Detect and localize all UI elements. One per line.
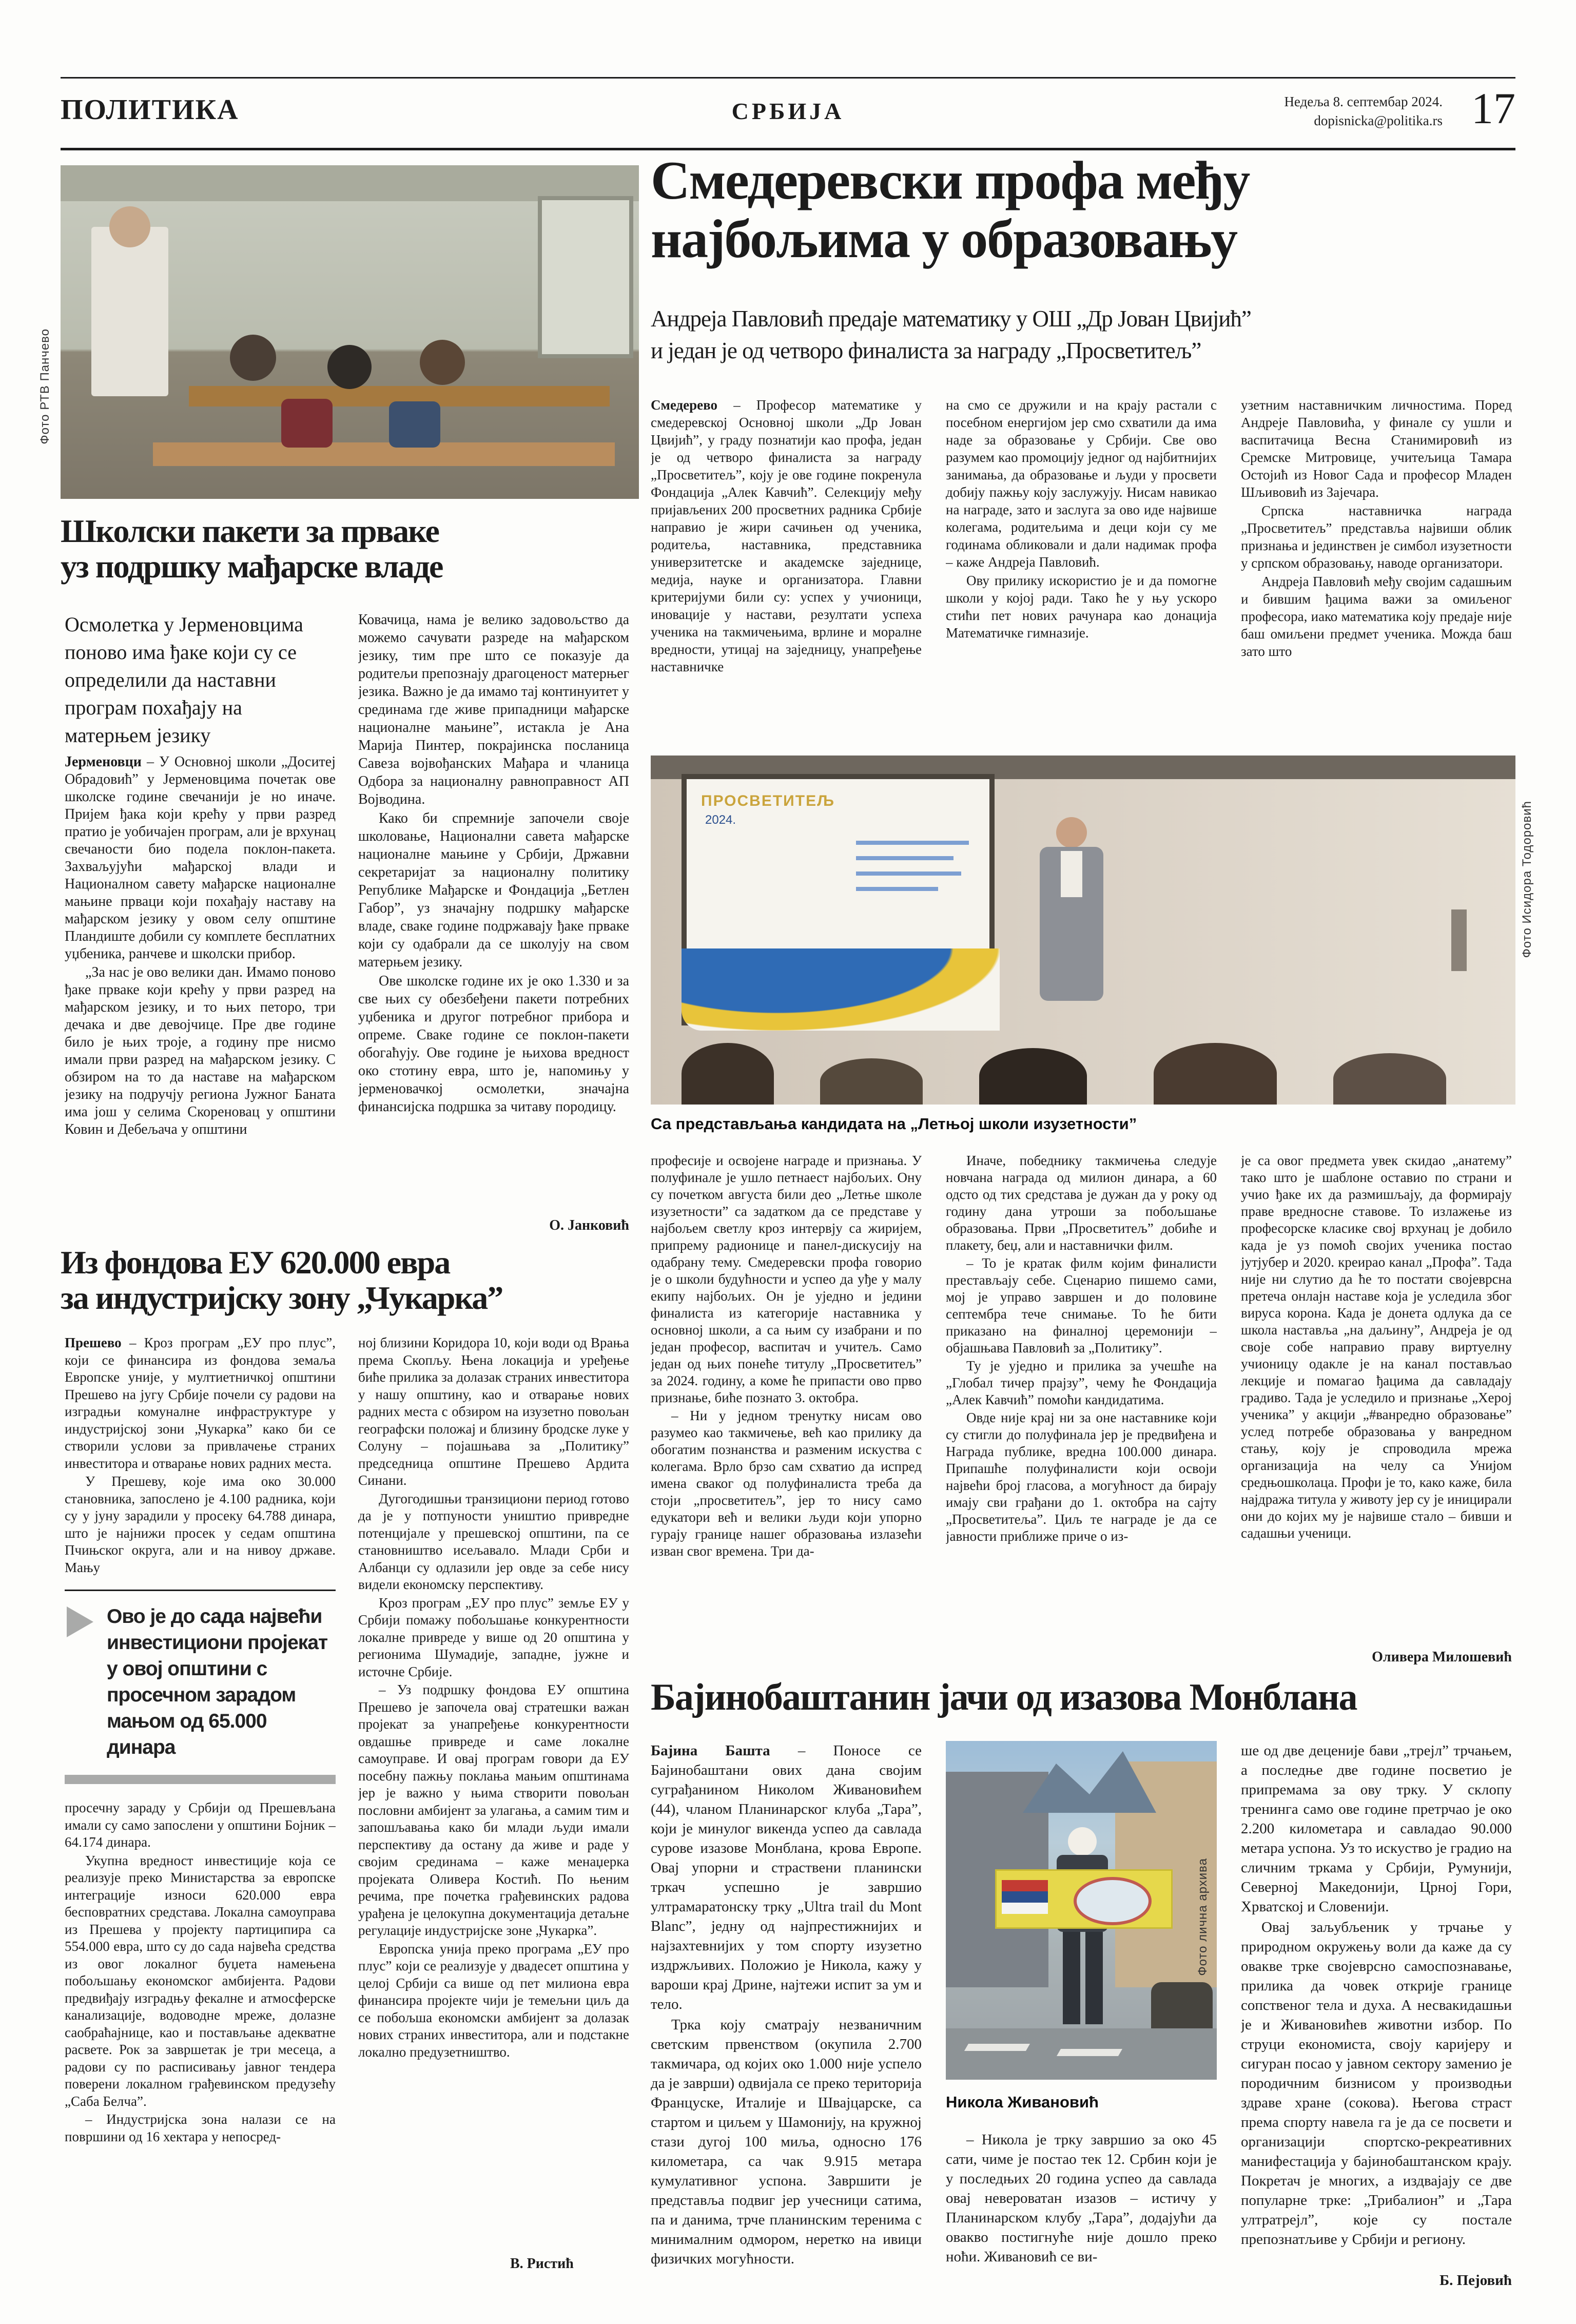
paragraph: Кроз програм „ЕУ про плус” земље ЕУ у Србији помажу побољшање конкурентности локалне привреде у више од 20 општина у регионима Шумадије, западне, јужне и источне Србије. bbox=[358, 1595, 629, 1679]
prosvetitelj-top-col2 bbox=[946, 396, 1217, 751]
section-title: СРБИЈА bbox=[731, 98, 845, 124]
paragraph: Како би спремније започели своје школовање, Национални савета мађарске националне мањине у Србији, Државни секретаријат за националну политику Републике Мађарске и Фондација „Бетлен Габор”, уз значајну подршку мађарске владе, сваке године подржавају ђаке прваке који су одабрали да се школују на свом матерњем језику. bbox=[358, 810, 629, 970]
pupil-shirt bbox=[281, 399, 333, 448]
prosvetitelj-top-col1 bbox=[651, 396, 922, 751]
flag-emblem bbox=[1074, 1877, 1152, 1925]
paragraph: Укупна вредност инвестиције која се реализује преко Министарства за европске интеграције износи 620.000 евра бесповратних средстава. Локална самоуправа из Прешева у пројекту партиципира са 554.000 евра, што су до сада највећа средства из овог локалног буџета намењена побољшању економског амбијента. Радови предвиђају изградњу фекалне и атмосферске канализације, водоводне мреже, долазне саобраћајнице, као и постављање адекватне расвете. Рок за завршетак је три месеца, а радови су по расписивању јавног тендера поверени локалном грађевинском предузећу „Саба Белча”. bbox=[65, 1852, 336, 2109]
header-date: Недеља 8. септембар 2024. bbox=[1284, 94, 1443, 109]
prosvetitelj-top-col3 bbox=[1241, 396, 1512, 751]
paragraph: професије и освојене награде и признања. У полуфинале је ушло петнаест најбољих. Ону су почетком августа били део „Летње школе изузетности” са задатком да се представе у најбољем светлу кроз интервју са жиријем, припрему радионице и панел-дискусију на одабрану тему. Смедеревски профа говорио је о школи будућности и успео да уђе у малу екипу најбољих. Он је уједно и једини финалиста из категорије наставника у основној школи, а са њим су изабрани и по један професор, васпитач и учитељ. Само један од њих понеће титулу „Просветитељ” за 2024. годину, а коме ће припасти ово прво признање, биће познато 3. октобра. bbox=[651, 1153, 922, 1405]
paragraph: Ову прилику искористио је и да помогне школи у којој ради. Тако ће у њу ускоро стићи пет нових рачунара као донација Математичке гимназије. bbox=[946, 573, 1217, 641]
paragraph: У Прешеву, које има око 30.000 становника, запослено је 4.100 радника, који су у јуну зарадили у просеку 64.788 динара, што је најнижи просек у седам општина Пчињског округа, али и на нивоу државе. Мању bbox=[65, 1474, 336, 1575]
mont-blanc-col1 bbox=[651, 1741, 922, 2290]
paragraph: Српска наставничка награда „Просветитељ” представља највиши облик признања и јединствен је симбол изузетности у српском образовању, наводе организатори. bbox=[1241, 503, 1512, 571]
prosvetitelj-byline: Оливера Милошевић bbox=[1359, 1649, 1512, 1665]
audience-head bbox=[1333, 1053, 1446, 1105]
slide-text-line bbox=[856, 856, 954, 860]
paragraph: Бајина Башта – Поносе се Бајинобаштани ових дана својим суграђанином Николом Живановићем (44), чланом Планинарског клуба „Тара”, који је минулог викенда успео да савлада сурове изазове Монблана, крова Европе. Овај упорни и страствени планински тркач успешно је завршио ултрамаратонску трку „Ultra trail du Mont Blanc”, једну од најпрестижнијих и најзахтевнијих у том спорту изузетно издржљивих. Положио је Никола, кажу у вароши крај Дрине, најтежи испит за ум и тело. bbox=[651, 1742, 922, 2012]
road-marking bbox=[1057, 2049, 1122, 2056]
pull-quote bbox=[65, 1590, 336, 1784]
paragraph: Овај заљубљеник у трчање у природном окружењу воли да каже да су овакве трке својеврсно самоспознавање, прилика да човек открије границе сопственог тела и духа. А несвакидашњи је и Живановићев животни избор. По струци економиста, своју каријеру и сигуран посао у јавном сектору заменио је породичним бизнисом у производњи здраве хране (сокова). Његова страст према спорту навела га је да се посвети и организацији спортско-рекреативних манифестација у бајинобаштанском крају. Покретач је многих, а издвајају се две популарне трке: „Трибалион” и „Тара ултратрејл”, које су постале препознатљиве у Србији и региону. bbox=[1241, 1919, 1512, 2248]
classroom-photo-credit: Фото РТВ Панчево bbox=[38, 328, 52, 444]
slide-title: ПРОСВЕТИТЕЉ bbox=[701, 792, 835, 809]
school-packages-byline: О. Јанковић bbox=[549, 1217, 629, 1233]
desk-row-front bbox=[153, 442, 615, 466]
school-packages-col1 bbox=[65, 753, 336, 1236]
header-email: dopisnicka@politika.rs bbox=[1314, 113, 1443, 128]
road-marking bbox=[964, 2044, 1030, 2051]
paragraph: Дугогодишњи транзициони период готово да је у потпуности уништио привредне потенцијале у прешевској општини, па се становништво исељавало. Млади Срби и Албанци су одлазили јер овде за себе нису видели економску перспективу. bbox=[358, 1490, 629, 1592]
dateline: Јерменовци bbox=[65, 754, 147, 770]
teacher-figure bbox=[91, 227, 168, 396]
paragraph: Андреја Павловић међу својим садашњим и бившим ђацима важи за омиљеног професора, иако математика коју предаје није баш омиљени предмет ученика. Можда баш зато што bbox=[1241, 574, 1512, 659]
paragraph: – Никола је трку завршио за око 45 сати, чиме је постао тек 12. Србин који је у последњих 20 година успео да савлада овај невероватан изазов – истичу у Планинарском клубу „Тара”, додајући да овакво постигнуће није дошло преко ноћи. Живановић се ви- bbox=[946, 2132, 1217, 2265]
prosvetitelj-bottom-col3 bbox=[1241, 1152, 1512, 1665]
runner-photo-caption: Никола Живановић bbox=[946, 2093, 1099, 2111]
classroom-door bbox=[538, 196, 633, 358]
paragraph: ше од две деценије бави „трејл” трчањем, а последње две године посветио је припремама за ову трку. У склопу тренинга само ове године претрчао је око 2.200 километара и савладао 90.000 метара успона. Уз то искуство је градио на сличним тркама у Србији, Румунији, Северној Македонији, Црној Гори, Хрватској и Словенији. bbox=[1241, 1742, 1512, 1915]
prosvetitelj-bottom-col2 bbox=[946, 1152, 1217, 1665]
slide-text-line bbox=[856, 841, 969, 845]
eu-zone-byline: В. Ристић bbox=[498, 2256, 1576, 2324]
paragraph: Ту је уједно и прилика за учешће на „Глобал тичер прајзу”, чему ће Фондација „Алек Кавчић” помоћи кандидатима. bbox=[946, 1358, 1217, 1407]
mont-blanc-byline: Б. Пејовић bbox=[1427, 2271, 1512, 2290]
paragraph: Ковачица, нама је велико задовољство да можемо сачувати разреде на мађарском језику, тим пре што се показује да родитељи препознају драгоценост матерњег језика. Важно је да имамо тај континуитет у срединама где живе припадници мађарске националне мањине”, истакла је Ана Марија Пинтер, покрајинска посланица Савеза војвођанских Мађара и чланица Одбора за националну равноправност АП Војводина. bbox=[358, 612, 629, 807]
slide-text-line bbox=[856, 887, 938, 891]
presentation-photo-credit: Фото Исидора Тодоровић bbox=[1520, 801, 1534, 958]
paragraph: на смо се дружили и на крају растали с посебном енергијом јер смо схватили да има наде за образовање у Србији. Све ово разумем као промоцију једног од најбитнијих занимања, да образовање и људи у просвети добију пажњу коју заслужују. Нисам навикао на награде, зато и заслуга за ово иде највише колегама, родитељима и деци који су ме годинама обликовали и дали надимак профа – каже Андреја Павловић. bbox=[946, 397, 1217, 570]
dateline: Прешево bbox=[65, 1335, 129, 1350]
classroom-photo bbox=[61, 165, 639, 499]
paragraph: „За нас је ово велики дан. Имамо поново ђаке прваке који крећу у први разред на мађарском језику, и то њих петоро, три дечака и две девојчице. Пре две године било је њих троје, а годину пре нисмо имали први разред на мађарском језику. С обзиром на то да наставе на мађарском језику на подручју региона Јужног Баната има још у селима Скореновац у општини Ковин и Дебељача у општини bbox=[65, 964, 336, 1137]
mont-blanc-under-photo bbox=[946, 2130, 1217, 2290]
paragraph: Трка коју сматрају незваничним светским првенством (окупила 2.700 такмичара, од којих око 1.000 није успело да је заврши) одвијала се преко територија Француске, Италије и Швајцарске, са стартом и циљем у Шамонију, на кружној стази дугој 100 миља, односно 176 километара, са чак 9.915 метара кумулативног успона. Завршити је представља подвиг јер учесници сатима, па и данима, трче планинским теренима с минималним одмором, неретко на ивици физичких могућности. bbox=[651, 2017, 922, 2267]
pupil-head bbox=[327, 345, 372, 389]
school-packages-col2 bbox=[358, 611, 629, 1240]
runner-cap bbox=[1068, 1827, 1097, 1856]
paragraph: – Ни у једном тренутку нисам ово разумео као такмичење, већ као прилику да обогатим познанства и разменим искуства с колегама. Врло брзо сам схватио да испред имена сваког од полуфиналиста треба да стоји „просветитељ”, јер то нису само едукатори већ и велики људи који упорно гурају границе нашег образовања излазећи изван свог времена. Три да- bbox=[651, 1408, 922, 1559]
dateline: Бајина Башта bbox=[651, 1742, 798, 1759]
runner-photo bbox=[946, 1741, 1217, 2080]
flag bbox=[995, 1869, 1173, 1929]
prosvetitelj-headline bbox=[651, 151, 1518, 269]
prosvetitelj-deck bbox=[651, 303, 1518, 366]
projection-screen bbox=[687, 779, 989, 1020]
slide-wave-graphic bbox=[682, 948, 1000, 1031]
header-top-rule bbox=[61, 77, 1515, 79]
eu-zone-col1 bbox=[65, 1334, 336, 2288]
flag-serbia-red bbox=[1002, 1880, 1048, 1891]
pupil-shirt bbox=[389, 401, 440, 448]
paragraph: Иначе, победнику такмичења следује новчана награда од милион динара, а 60 одсто од тих средстава је дужан да у року од годину дана утроши за побољшање образовања. Први „Просветитељ” добиће и плакету, беџ, али и наставнички филм. bbox=[946, 1153, 1217, 1253]
dateline: Смедерево bbox=[651, 397, 734, 413]
paragraph: узетним наставничким личностима. Поред Андреје Павловића, у финале су ушли и васпитачица Весна Станимировић из Сремске Митровице, учитељица Тамара Остојић из Новог Сада и професор Младен Шљивовић из Зајечара. bbox=[1241, 397, 1512, 500]
runner-photo-credit: Фото лична архива bbox=[1196, 1858, 1210, 1976]
paragraph: Овде није крај ни за оне наставнике који су стигли до полуфинала јер је предвиђена и Награда публике, вредна 100.000 динара. Припашће полуфиналисти који освоји највећи број гласова, а могућност да бирају имају сви грађани до 1. октобра на сајту „Просветитеља”. Циљ те награде је да се јавности приближе приче о из- bbox=[946, 1410, 1217, 1544]
flag-serbia-blue bbox=[1002, 1891, 1048, 1903]
teacher-head bbox=[109, 206, 150, 247]
audience-head bbox=[820, 1058, 923, 1105]
wall-fixture bbox=[1451, 909, 1467, 971]
eu-zone-col2 bbox=[358, 1334, 629, 2288]
paragraph: – То је кратак филм којим финалисти престављају себе. Сценарио пишемо сами, мој је управо завршен и до половине септембра тече снимање. То ће бити приказано на финалној церемонији – објашњава Павловић за „Политику”. bbox=[946, 1255, 1217, 1355]
speaker-head bbox=[1056, 817, 1087, 848]
audience-head bbox=[682, 1043, 774, 1105]
slide-year: 2024. bbox=[705, 813, 736, 827]
mont-blanc-col3 bbox=[1241, 1741, 1512, 2290]
runner-leg bbox=[1063, 1932, 1080, 2024]
headline-line: најбољима у образовању bbox=[651, 209, 1237, 269]
eu-zone-headline bbox=[61, 1245, 640, 1315]
audience-head bbox=[1154, 1043, 1277, 1105]
deck-line: и један је од четворо финалиста за награду „Просветитељ” bbox=[651, 338, 1201, 363]
runner-leg bbox=[1085, 1932, 1103, 2024]
paragraph: Европска унија преко програма „ЕУ про плус” који се реализује у двадесет општина у целој Србији са више од пет милиона евра финансира пројекте чији је темељни циљ да се побољша економски амбијент за долазак нових страних инвеститора, али и подстакне локално предузетништво. bbox=[358, 1941, 629, 2060]
newspaper-logo: ПОЛИТИКА bbox=[61, 94, 239, 126]
presentation-photo bbox=[651, 756, 1515, 1105]
spectators bbox=[1151, 1982, 1213, 2028]
prosvetitelj-bottom-col1 bbox=[651, 1152, 922, 1665]
headline-line: Школски пакети за прваке bbox=[61, 513, 439, 549]
presentation-photo-caption: Са представљања кандидата на „Летњој школи изузетности” bbox=[651, 1115, 1137, 1133]
headline-line: Смедеревски профа међу bbox=[651, 150, 1250, 210]
paragraph: ној близини Коридора 10, који води од Врања према Скопљу. Њена локација и уређење биће прилика за долазак страних инвеститора у нашу општину, као и отварање нових радних места с обзиром на изузетно повољан географски положај и близину бродске луке у Солуну – појашњава за „Политику” председница општине Прешево Ардита Синани. bbox=[358, 1335, 629, 1488]
paragraph: је са овог предмета увек скидао „анатему” тако што је шаблоне оставио по страни и учио ђаке их да размишљају, да формирају праве вредносне ставове. То излажење из професорске класике свој врхунац је добило када је уз помоћ својих ученика постао јутјубер и 2020. креирао канал „Профа”. Тада није ни слутио да ће то постати својеврсна претеча онлајн наставе која је уследила због вируса корона. Када је донета одлука да се школа наставља „на даљину”, Андреја је од своје собе направио праву виртуелну учионицу одакле је на канал постављао лекције и помагао ђацима да савладају градиво. Тада је уследило и признање „Херој ученика” у акцији „#ванредно образовање” услед потребе образовања у ванредном стању, коју је спроводила мрежа организација на челу са Унијом средњошколаца. Профи је то, како каже, била најдража титула у животу јер су је иницирали они до којих му је највише стало – бивши и садашњи ученици. bbox=[1241, 1153, 1512, 1541]
deck-line: Андреја Павловић предаје математику у ОШ „Др Јован Цвијић” bbox=[651, 306, 1251, 332]
headline-line: уз подршку мађарске владе bbox=[61, 548, 443, 585]
school-packages-headline bbox=[61, 513, 640, 584]
paragraph: Прешево – Кроз програм „ЕУ про плус”, који се финансира из фондова земаља Европске уније, у мултиетничкој општини Прешево на југу Србије почели су радови на изградњи комуналне инфраструктуре у индустријској зони „Чукарка” како би се створили услови за привлачење страних инвеститора и отварање нових радних места. bbox=[65, 1335, 336, 1471]
headline-line: за индустријску зону „Чукарка” bbox=[61, 1280, 503, 1316]
slide-text-line bbox=[856, 872, 961, 876]
pupil-head bbox=[420, 340, 465, 385]
flag-serbia-white bbox=[1002, 1903, 1048, 1914]
pull-quote-bar bbox=[65, 1775, 336, 1784]
paragraph: просечну зараду у Србији од Прешевљана имали су само запослени у општини Бојник – 64.174 динара. bbox=[65, 1800, 336, 1850]
pupil-head bbox=[230, 335, 276, 381]
paragraph: – Индустријска зона налази се на површини од 16 хектара у непосред- bbox=[65, 2112, 336, 2144]
school-packages-intro: Осмолетка у Јерменовцима поново има ђаке који су се определили да наставни програм похађају на матерњем језику bbox=[65, 613, 303, 747]
paragraph: Јерменовци – У Основној школи „Доситеј Обрадовић” у Јерменовцима почетак ове школске године свечанији је но иначе. Пријем ђака који крећу у први разред пратио је уобичајен програм, али је врхунац свечаности био подела поклон-пакета. Захваљујући мађарској влади и Националном савету мађарске националне мањине прваци који похађају наставу на мађарском језику у овом селу општине Пландиште добили су комплете бесплатних уџбеника, ранчеве и школски прибор. bbox=[65, 754, 336, 962]
pull-quote-text: Ово је до сада највећи инвестициони пројекат у овој општини с просечном зарадом мањом од 65.000 динара bbox=[107, 1605, 328, 1758]
mont-blanc-headline: Бајинобаштанин јачи од изазова Монблана bbox=[651, 1676, 1357, 1718]
paragraph: Смедерево – Професор математике у смедеревској Основној школи „Др Јован Цвијић”, у граду познатији као профа, један је од четворо финалиста за награду „Просветитељ”, коју је ове године покренула Фондација „Алек Кавчић”. Селекцију међу пријављених 200 просветних радника Србије направио је жири сачињен од ученика, родитеља, наставника, представника универзитетске и академске заједнице, медија, науке и организатора. Главни критеријуми били су: успех у учионици, иновације у настави, резултати успеха ученика на такмичењима, врлине и моралне вредности, утицај на заједницу, унапређење наставничке bbox=[651, 397, 922, 674]
paragraph: Ове школске године их је око 1.330 и за све њих су обезбеђени пакети потребних уџбеника и другог потребног прибора и опреме. Сваке године се поклон-пакети обогаћују. Ове године је њихова вредност око стотину евра, што је, напомињу у јерменовачкој осмолетки, значајна финансијска подршка за читаву породицу. bbox=[358, 973, 629, 1115]
paragraph: – Уз подршку фондова ЕУ општина Прешево је започела овај стратешки важан пројекат за унапређење конкурентности овдашње привреде и саме локалне самоуправе. И овај програм говори да ЕУ посебну пажњу поклања мањим општинама јер је важно у њима створити повољан пословни амбијент за улагања, а самим тим и запошљавања како би млади људи имали перспективу да остану да живе и раде у својим срединама – каже менаџерка пројеката Оливера Костић. По њеним речима, пре почетка грађевинских радова урађена је целокупна документација детаљне регулације индустријске зоне „Чукарка”. bbox=[358, 1682, 629, 1938]
audience-head bbox=[979, 1048, 1087, 1105]
ceiling-beam bbox=[651, 756, 1515, 779]
page-number: 17 bbox=[1471, 84, 1515, 133]
headline-line: Из фондова ЕУ 620.000 евра bbox=[61, 1244, 450, 1281]
speaker-shirt bbox=[1061, 851, 1082, 897]
triangle-icon bbox=[67, 1606, 93, 1637]
header-meta bbox=[1083, 92, 1443, 130]
